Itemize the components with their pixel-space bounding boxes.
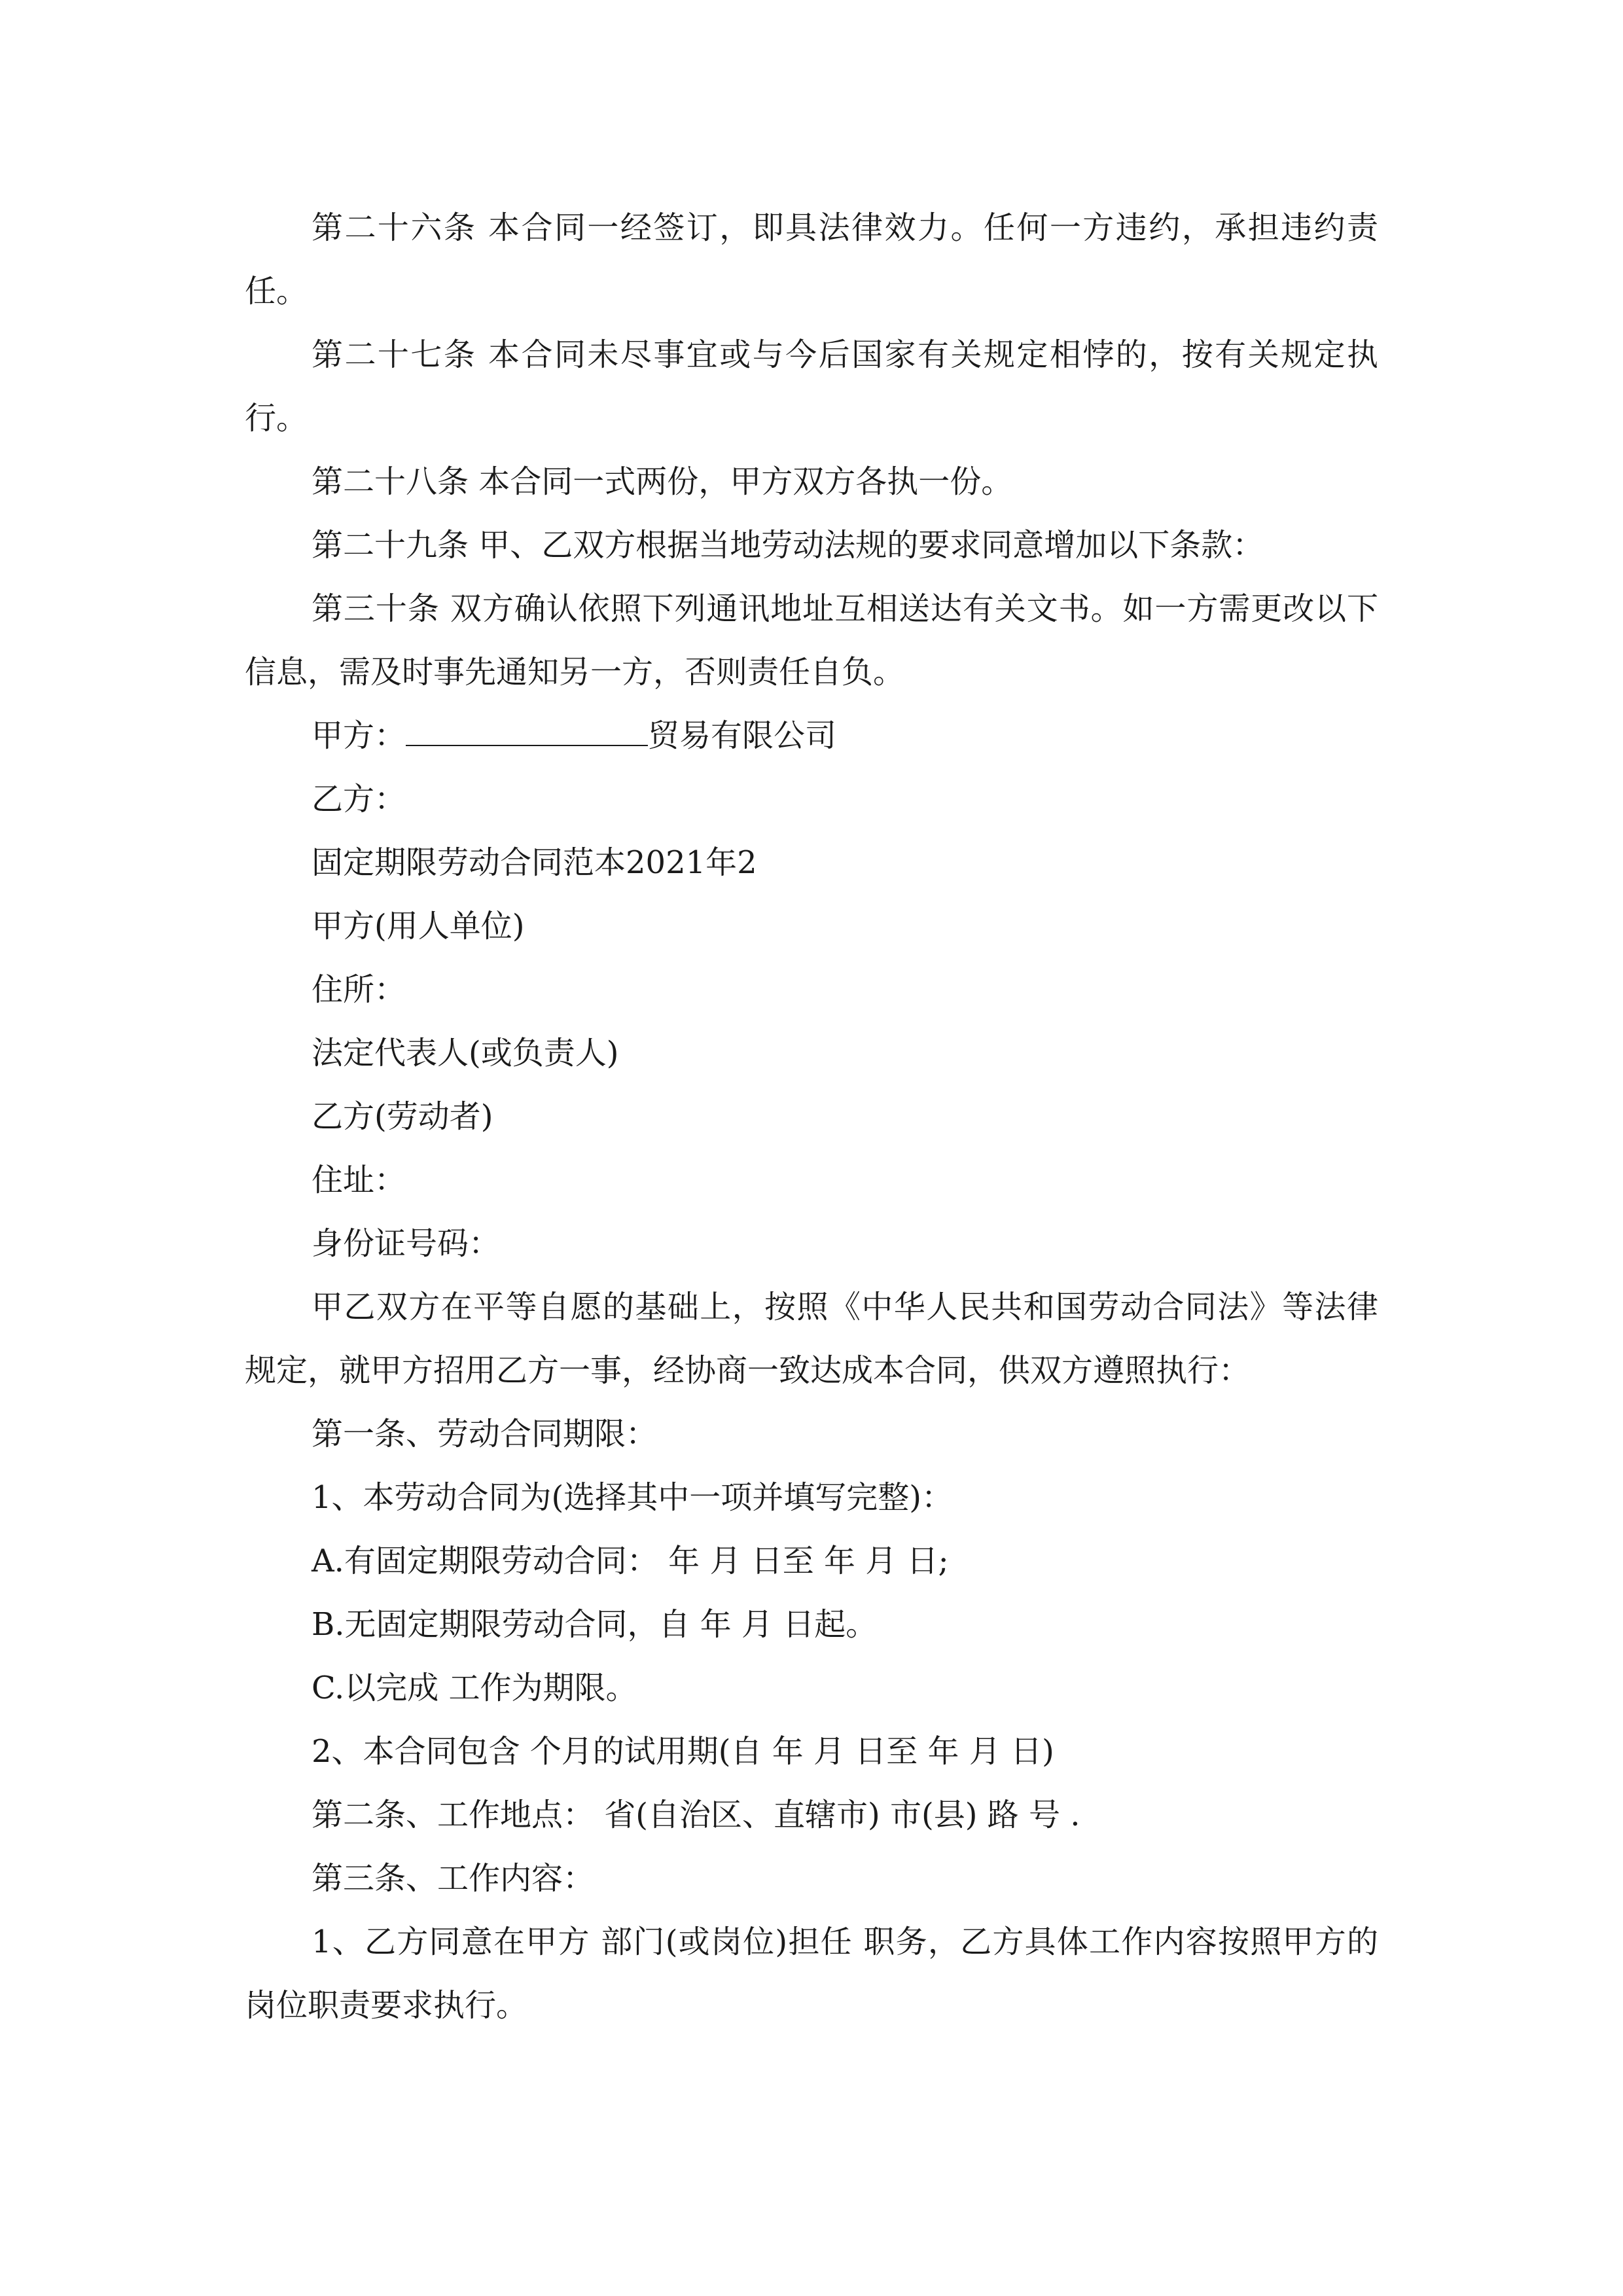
party-a-blank bbox=[406, 716, 648, 746]
party-a-line bbox=[245, 704, 1378, 768]
document-body bbox=[245, 196, 1378, 2037]
employer-address: 住所： bbox=[312, 971, 406, 1008]
party-b-label: 乙方： bbox=[312, 781, 406, 817]
article-26: 第二十六条 本合同一经签订，即具法律效力。任何一方违约，承担违约责任。 bbox=[245, 209, 1378, 310]
party-a-suffix: 贸易有限公司 bbox=[648, 717, 837, 754]
article-2: 第二条、工作地点： 省(自治区、直辖市) 市(县) 路 号 . bbox=[312, 1797, 1080, 1833]
employee-address: 住址： bbox=[312, 1162, 406, 1198]
article-1-item-2: 2、本合同包含 个月的试用期(自 年 月 日至 年 月 日) bbox=[312, 1733, 1054, 1770]
article-3-item-1: 1、乙方同意在甲方 部门(或岗位)担任 职务，乙方具体工作内容按照甲方的岗位职责要求执行。 bbox=[245, 1924, 1378, 2024]
option-a: A.有固定期限劳动合同： 年 月 日至 年 月 日; bbox=[312, 1543, 949, 1579]
article-1-item-1: 1、本劳动合同为(选择其中一项并填写完整)： bbox=[312, 1479, 953, 1516]
article-3-heading: 第三条、工作内容： bbox=[312, 1860, 595, 1897]
preamble: 甲乙双方在平等自愿的基础上，按照《中华人民共和国劳动合同法》等法律规定，就甲方招用乙方一事，经协商一致达成本合同，供双方遵照执行： bbox=[245, 1289, 1378, 1389]
article-28: 第二十八条 本合同一式两份，甲方双方各执一份。 bbox=[312, 463, 1013, 500]
party-b-line bbox=[245, 768, 1378, 831]
party-a-label: 甲方： bbox=[312, 717, 406, 754]
option-c: C.以完成 工作为期限。 bbox=[312, 1670, 637, 1706]
template-title: 固定期限劳动合同范本2021年2 bbox=[312, 844, 757, 881]
employee-label: 乙方(劳动者) bbox=[312, 1098, 493, 1135]
article-27: 第二十七条 本合同未尽事宜或与今后国家有关规定相悖的，按有关规定执行。 bbox=[245, 336, 1378, 437]
employer-label: 甲方(用人单位) bbox=[312, 908, 525, 944]
article-30: 第三十条 双方确认依照下列通讯地址互相送达有关文书。如一方需更改以下信息，需及时事先通知另一方，否则责任自负。 bbox=[245, 590, 1378, 691]
legal-representative: 法定代表人(或负责人) bbox=[312, 1035, 619, 1071]
id-number: 身份证号码： bbox=[312, 1225, 501, 1262]
article-29: 第二十九条 甲、乙双方根据当地劳动法规的要求同意增加以下条款： bbox=[312, 527, 1264, 564]
option-b: B.无固定期限劳动合同，自 年 月 日起。 bbox=[312, 1606, 878, 1643]
article-1-heading: 第一条、劳动合同期限： bbox=[312, 1416, 658, 1452]
